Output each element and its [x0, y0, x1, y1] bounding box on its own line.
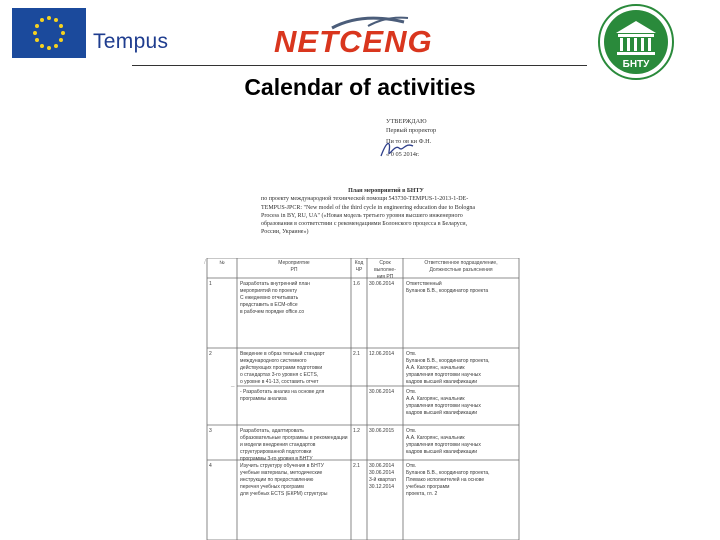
table-cell-number: 2: [209, 351, 212, 357]
table-cell-task: Изучить структуру обучения в БНТУ учебные материалы, методические инструкции по предоставлению перечня учебных программ для учебных ECTS (ЕКРМ) структуры: [240, 463, 328, 498]
table-cell-task: Разработать внутренний план мероприятий по проекту С ежедневно отчитывать представить в ЕСМ-ofice в рабочем порядке office.co: [240, 281, 310, 316]
table-cell-number: 4: [209, 463, 212, 469]
table-cell-code: 1.2: [353, 428, 360, 434]
table-cell-date: 12.06.2014: [369, 351, 395, 357]
table-cell-responsible: Ответственный Буланов Б.В., координатор проекта: [406, 281, 489, 295]
table-cell-task: Введение в образ тельный стандарт международного системного действующих программ подготовки о стандартах 3-го уровня с ECTS, о уровне в 41-13, составить отчет: [240, 351, 325, 386]
table-cell-responsible: Отв. Буланов Б.В., координатор проекта, А.А. Кагорянс, начальник управления подготовки научных кадров высшей квалификации: [406, 351, 490, 386]
table-cell-responsible: Отв. А.А. Кагорянс, начальник управления подготовки научных кадров высшей квалификации: [406, 428, 481, 456]
table-cell-code: 1.6: [353, 281, 360, 287]
table-cell-date: 30.06.2014 30.06.2014 3-й квартал 30.12.2014: [369, 463, 396, 491]
scan-mark: /: [204, 258, 206, 266]
table-cell-number: 1: [209, 281, 212, 287]
heading-line-1: План мероприятий в БНТУ: [348, 188, 424, 194]
table-cell-responsible: Отв. А.А. Кагорянс, начальник управления подготовки научных кадров высшей квалификации: [406, 389, 481, 417]
table-cell-task: Разработать, адаптировать образовательные программы в рекомендации и модели внедрения стандартов структурированной подготовки программы 3-го уровня в БНТУ: [240, 428, 348, 463]
tempus-logo-text: Tempus: [93, 30, 169, 53]
table-cell-code: 2.1: [353, 463, 360, 469]
header-divider: [132, 65, 587, 66]
table-cell-date: 30.06.2015: [369, 428, 395, 434]
slide-title: Calendar of activities: [244, 74, 476, 100]
table-cell-task: - Разработать анализ на основе для программы анализа: [240, 389, 325, 403]
heading-line-5: образования в соответствии с рекомендациями Болонского процесса в Беларуси,: [261, 221, 468, 228]
heading-line-3: TEMPUS-JPCR: "New model of the third cycle in engineering education due to Bologna: [261, 204, 476, 211]
table-header-cell: №: [219, 260, 225, 266]
table-header-cell: Код ЧР: [354, 260, 364, 274]
svg-text:NETCENG: NETCENG: [274, 24, 433, 56]
approval-line-2: Первый проректор: [386, 126, 437, 134]
table-header-cell: Срок выполне- ния РП: [374, 260, 396, 281]
eu-flag-icon: [12, 8, 86, 58]
table-cell-code: 2.1: [353, 351, 360, 357]
approval-line-1: УТВЕРЖДАЮ: [386, 118, 427, 125]
table-cell-responsible: Отв. Буланов Б.В., координатор проекта, Плевако исполнителей на основе учебных программ проекта, гл. 2: [406, 463, 490, 498]
table-cell-number: 3: [209, 428, 212, 434]
heading-line-4: Process in BY, RU, UA" («Новая модель третьего уровня высшего инженерного: [261, 212, 463, 219]
table-header-cell: Мероприятие РП: [278, 260, 310, 274]
signature-icon: [379, 138, 415, 160]
table-cell-date: 30.06.2014: [369, 389, 395, 395]
scanned-document: [201, 108, 521, 540]
heading-line-2: по проекту международной технической помощи 543730-TEMPUS-1-2013-1-DE-: [261, 196, 469, 203]
approval-line-4: « 0 05 2014г.: [386, 151, 420, 159]
bntu-building-icon: [597, 3, 675, 81]
scan-mark: _: [231, 380, 235, 388]
approval-line-3: Пи то ов ки Ф.Н.: [386, 138, 432, 146]
bntu-logo-text: БНТУ: [622, 59, 650, 70]
heading-line-6: России, Украине»): [261, 229, 309, 236]
document-heading: [261, 187, 511, 237]
table-header-cell: Ответственное подразделение, Должностные разъяснения: [424, 260, 498, 274]
table-cell-date: 30.06.2014: [369, 281, 395, 287]
netceng-logo-icon: [272, 14, 454, 56]
